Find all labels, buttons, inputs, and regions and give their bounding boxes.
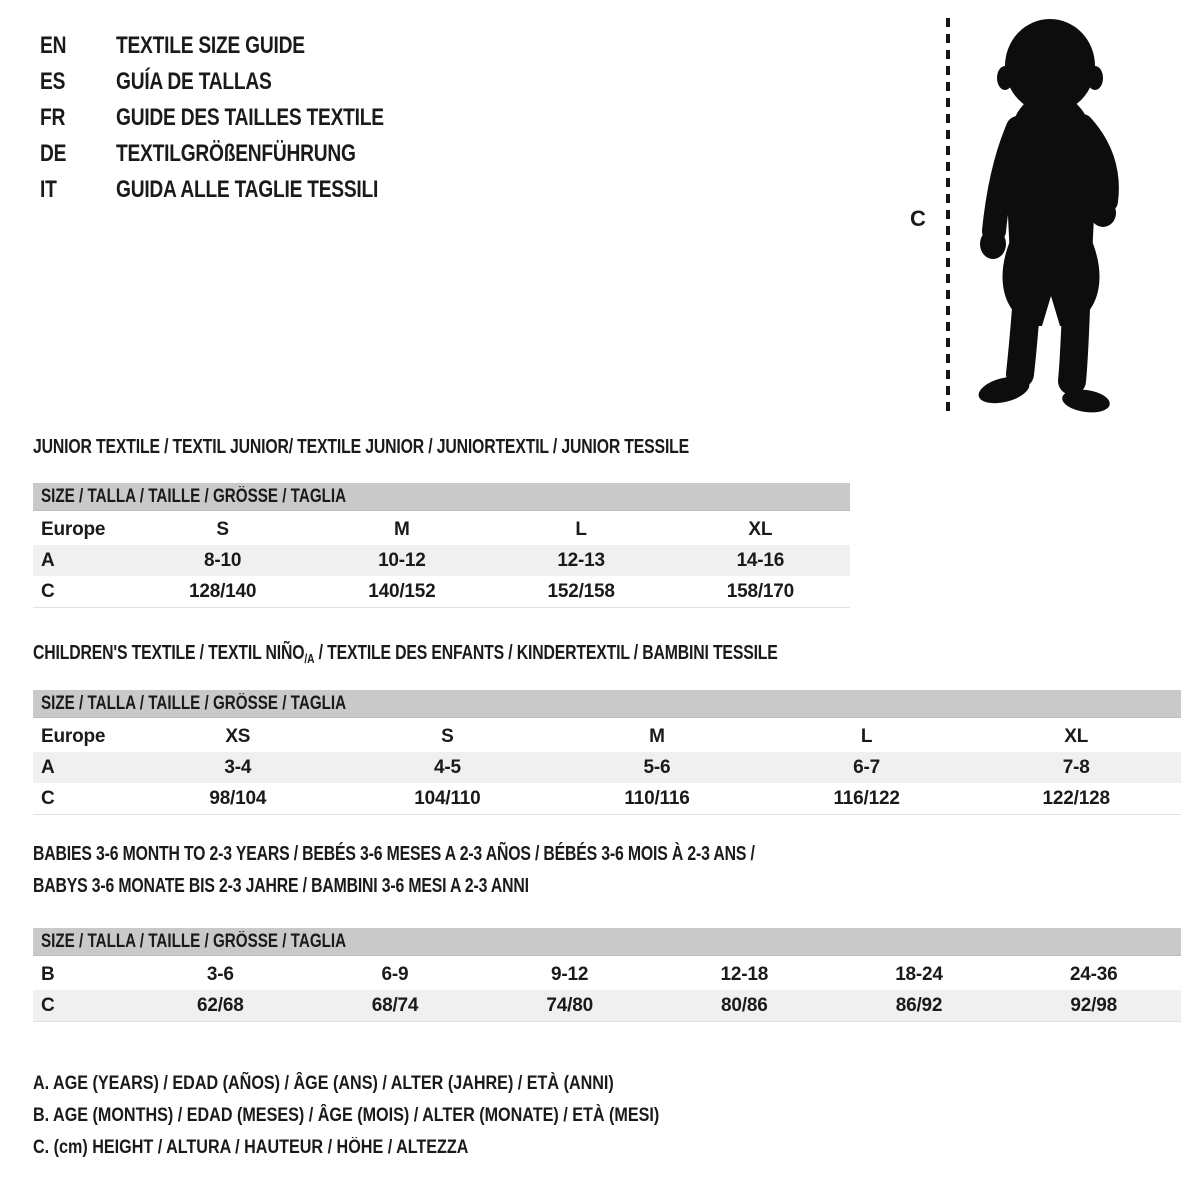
table-cell: M [649,725,665,747]
row-label: Europe [41,518,106,540]
toddler-left-hand [980,229,1006,259]
table-cell: 3-6 [206,963,234,985]
children-title-post: / TEXTILE DES ENFANTS / KINDERTEXTIL / BAMBINI TESSILE [314,642,778,664]
legend [33,1068,770,1164]
row-label: A [41,549,55,571]
table-cell: 110/116 [624,787,690,809]
size-table-rows [33,959,1181,1022]
table-cell: S [441,725,454,747]
children-title-sub: /A [304,651,315,666]
table-cell: 3-4 [224,756,252,778]
row-label: B [41,963,55,985]
row-label: C [41,580,55,602]
children-title-pre: CHILDREN'S TEXTILE / TEXTIL NIÑO [33,642,305,664]
table-cell: 152/158 [547,580,615,602]
row-label: A [41,756,55,778]
language-title: GUIDE DES TAILLES TEXTILE [116,104,384,131]
toddler-silhouette [965,16,1137,416]
table-cell: 12-18 [720,963,769,985]
table-cell: 14-16 [736,549,785,571]
language-title: GUIDA ALLE TAGLIE TESSILI [116,176,379,203]
table-cell: 9-12 [551,963,589,985]
language-code: ES [40,68,66,95]
junior-size-table [33,483,850,608]
toddler-right-leg [1072,309,1076,381]
language-title: GUÍA DE TALLAS [116,68,272,95]
table-cell: 24-36 [1069,963,1118,985]
language-title: TEXTILE SIZE GUIDE [116,32,305,59]
language-list [40,28,451,208]
table-cell: M [394,518,410,540]
table-row [33,959,1181,990]
table-cell: 10-12 [378,549,426,571]
section-title-babies [33,838,947,902]
toddler-left-leg [1020,309,1026,374]
table-cell: 12-13 [557,549,605,571]
language-code: FR [40,104,66,131]
table-row [33,752,1181,783]
table-row [33,721,1181,752]
babies-title-line1: BABIES 3-6 MONTH TO 2-3 YEARS / BEBÉS 3-6 MESES A 2-3 AÑOS / BÉBÉS 3-6 MOIS À 2-3 ANS / [33,843,755,865]
size-table-header [33,483,850,511]
table-cell: 18-24 [895,963,943,985]
size-table-header [33,928,1181,956]
table-cell: 122/128 [1042,787,1110,809]
table-row [33,545,850,576]
section-title-children-text [33,637,778,671]
size-header-label: SIZE / TALLA / TAILLE / GRÖSSE / TAGLIA [41,692,347,714]
toddler-head [1005,19,1095,113]
height-measure-line [946,18,950,416]
children-size-table [33,690,1181,815]
language-row [40,28,451,64]
legend-line-age-years: A. AGE (YEARS) / EDAD (AÑOS) / ÂGE (ANS) / ALTER (JAHRE) / ETÀ (ANNI) [33,1073,614,1094]
language-row [40,64,451,100]
table-cell: XL [748,518,773,540]
section-title-junior [33,431,863,463]
legend-line-age-months: B. AGE (MONTHS) / EDAD (MESES) / ÂGE (MOIS) / ALTER (MONATE) / ETÀ (MESI) [33,1105,660,1126]
table-cell: 6-9 [381,963,409,985]
table-cell: XS [225,725,251,747]
table-cell: 8-10 [204,549,242,571]
language-row [40,100,451,136]
toddler-left-ear [997,66,1013,90]
babies-size-table [33,928,1181,1022]
table-cell: 74/80 [546,994,593,1016]
table-cell: L [860,725,873,747]
table-cell: 4-5 [433,756,461,778]
size-table-rows [33,514,850,608]
language-code: IT [40,176,57,203]
table-cell: 98/104 [209,787,267,809]
table-row [33,990,1181,1021]
language-code: DE [40,140,67,167]
table-cell: 68/74 [371,994,419,1016]
table-cell: S [216,518,229,540]
row-label: Europe [41,725,106,747]
height-measure-label: C [910,206,926,231]
toddler-right-ear [1087,66,1103,90]
table-cell: XL [1064,725,1089,747]
table-row [33,514,850,545]
table-cell: 80/86 [721,994,768,1016]
size-table-rows [33,721,1181,815]
table-cell: 158/170 [726,580,795,602]
table-cell: 62/68 [197,994,244,1016]
table-cell: 116/122 [833,787,900,809]
size-header-label: SIZE / TALLA / TAILLE / GRÖSSE / TAGLIA [41,930,347,952]
babies-title-line2: BABYS 3-6 MONATE BIS 2-3 JAHRE / BAMBINI 3-6 MESI A 2-3 ANNI [33,875,529,897]
size-header-label: SIZE / TALLA / TAILLE / GRÖSSE / TAGLIA [41,485,347,507]
row-label: C [41,787,55,809]
row-label: C [41,994,55,1016]
table-row [33,576,850,607]
table-cell: 128/140 [188,580,257,602]
legend-line-height: C. (cm) HEIGHT / ALTURA / HAUTEUR / HÖHE / ALTEZZA [33,1137,469,1158]
table-cell: 104/110 [414,787,481,809]
language-title: TEXTILGRÖßENFÜHRUNG [116,140,356,167]
table-cell: 86/92 [895,994,943,1016]
section-title-junior-text: JUNIOR TEXTILE / TEXTIL JUNIOR/ TEXTILE JUNIOR / JUNIORTEXTIL / JUNIOR TESSILE [33,436,690,458]
table-row [33,783,1181,814]
table-cell: L [575,518,587,540]
table-cell: 7-8 [1062,756,1090,778]
toddler-right-hand [1090,199,1116,227]
size-table-header [33,690,1181,718]
language-row [40,172,451,208]
table-cell: 140/152 [368,580,436,602]
language-code: EN [40,32,67,59]
table-cell: 5-6 [643,756,671,778]
table-cell: 6-7 [853,756,881,778]
language-row [40,136,451,172]
section-title-children [33,637,976,671]
table-cell: 92/98 [1070,994,1117,1016]
